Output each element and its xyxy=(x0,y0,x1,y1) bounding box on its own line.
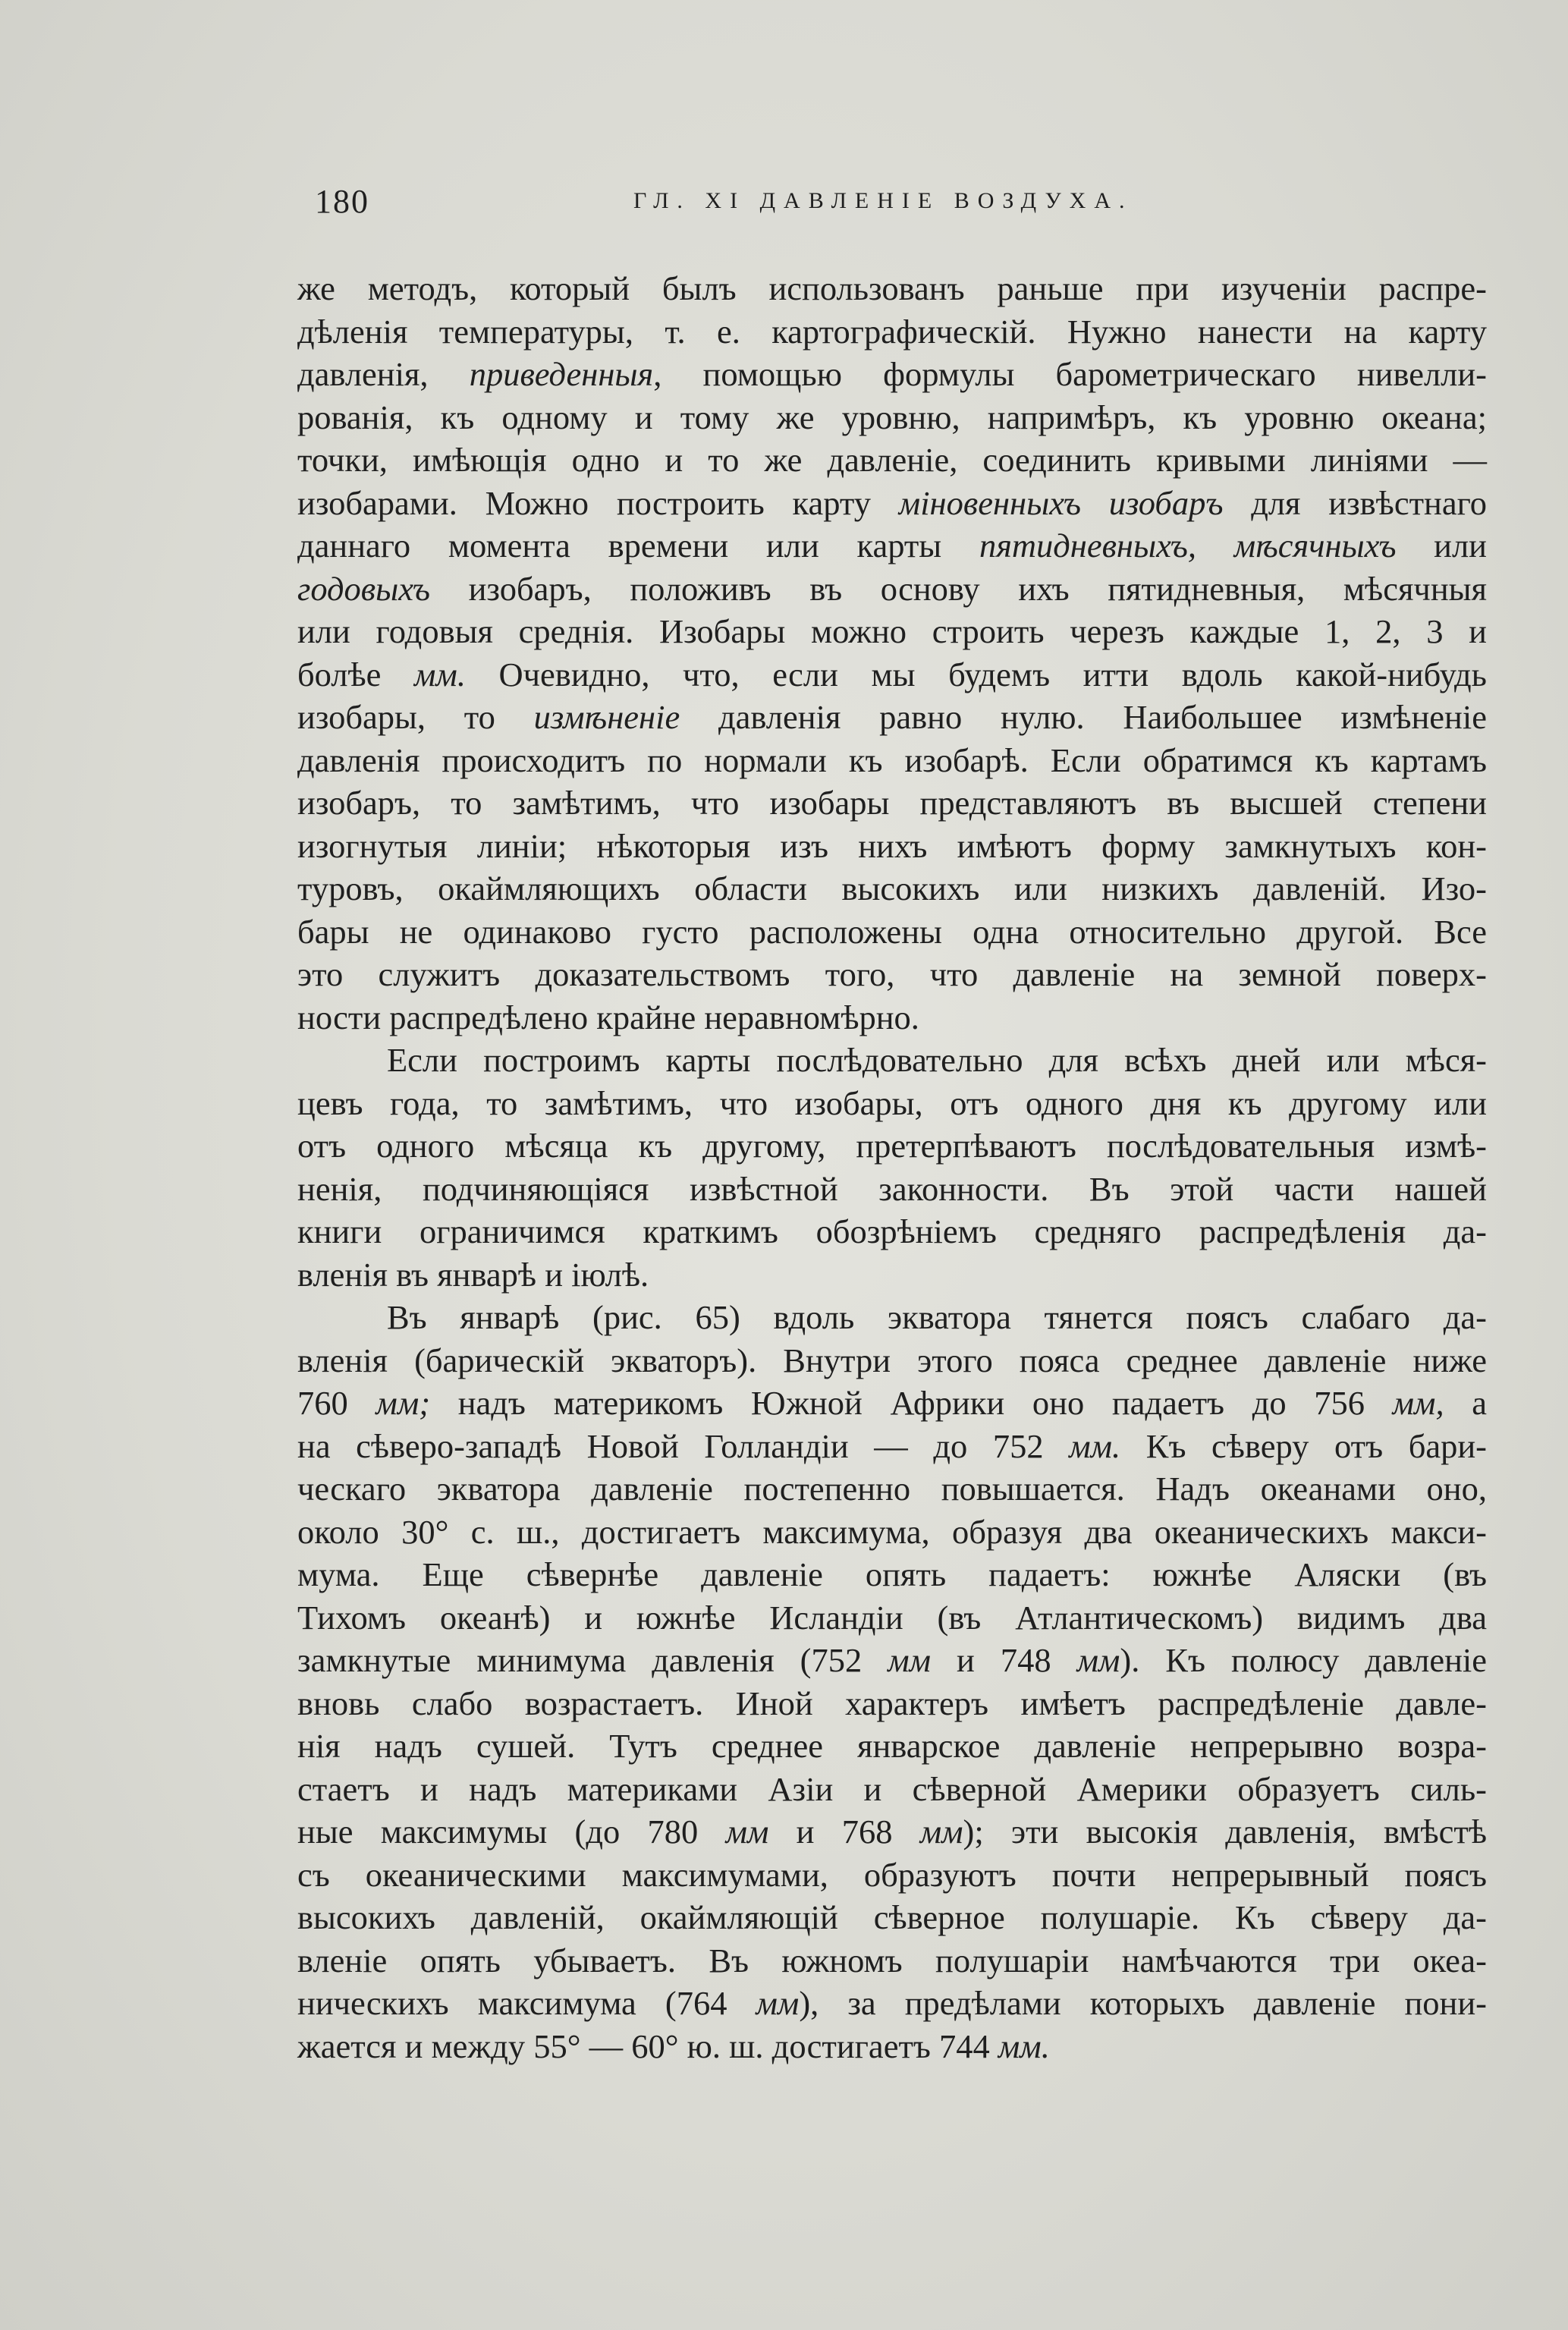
text-span: стаетъ и надъ материками Азіи и сѣверной Америки образуетъ силь- xyxy=(297,1769,1487,1808)
text-span: Очевидно, что, если мы будемъ итти вдоль какой-нибудь xyxy=(465,655,1487,693)
text-span: изогнутыя линіи; нѣкоторыя изъ нихъ имѣютъ форму замкнутыхъ кон- xyxy=(297,826,1487,865)
text-line xyxy=(297,1982,1487,2025)
text-span: , помощью формулы барометрическаго нивелли- xyxy=(653,355,1487,393)
text-span: съ океаническими максимумами, образуютъ почти непрерывный поясъ xyxy=(297,1855,1487,1894)
text-span: книги ограничимся краткимъ обозрѣніемъ средняго распредѣленія да- xyxy=(297,1212,1487,1250)
text-span: точки, имѣющія одно и то же давленіе, соединить кривыми линіями — xyxy=(297,441,1487,479)
text-line xyxy=(297,1425,1487,1468)
text-line xyxy=(297,1682,1487,1725)
text-line xyxy=(297,696,1487,739)
italic-term: мм. xyxy=(414,655,466,693)
text-line xyxy=(297,1896,1487,1939)
italic-term: мiновенныхъ изобаръ xyxy=(898,483,1224,522)
text-line xyxy=(297,1725,1487,1768)
text-line xyxy=(297,910,1487,954)
text-line xyxy=(297,310,1487,354)
text-span: для извѣстнаго xyxy=(1223,483,1487,522)
text-span: ности распредѣлено крайне неравномѣрно. xyxy=(297,998,919,1036)
text-line xyxy=(297,1939,1487,1983)
text-line xyxy=(297,1467,1487,1511)
text-span: надъ материкомъ Южной Африки оно падаетъ до 756 xyxy=(430,1384,1393,1422)
text-span: и 748 xyxy=(931,1641,1077,1679)
text-line xyxy=(297,1082,1487,1125)
text-span: дѣленія температуры, т. е. картографическій. Нужно нанести на карту xyxy=(297,312,1487,351)
text-span: рованія, къ одному и тому же уровню, напримѣръ, къ уровню океана; xyxy=(297,398,1487,436)
text-span: вленіе опять убываетъ. Въ южномъ полушаріи намѣчаются три океа- xyxy=(297,1941,1487,1979)
italic-term: мм. xyxy=(998,2027,1050,2065)
text-line xyxy=(297,1296,1487,1339)
italic-term: мм xyxy=(888,1641,932,1679)
text-span: на сѣверо-западѣ Новой Голландіи — до 752 xyxy=(297,1426,1070,1465)
text-span: давленія равно нулю. Наибольшее измѣненіе xyxy=(680,698,1487,736)
text-span: ческаго экватора давленіе постепенно повышается. Надъ океанами оно, xyxy=(297,1470,1487,1508)
text-span: мума. Еще сѣвернѣе давленіе опять падаетъ: южнѣе Аляски (въ xyxy=(297,1555,1487,1593)
text-span: Если построимъ карты послѣдовательно для всѣхъ дней или мѣся- xyxy=(387,1041,1487,1079)
text-span: это служитъ доказательствомъ того, что давленіе на земной поверх- xyxy=(297,955,1487,993)
text-line xyxy=(297,1768,1487,1811)
text-span: отъ одного мѣсяца къ другому, претерпѣваютъ послѣдовательныя измѣ- xyxy=(297,1127,1487,1165)
text-span: жается и между 55° — 60° ю. ш. достигаетъ 744 xyxy=(297,2027,998,2065)
text-span: или годовыя среднія. Изобары можно строить черезъ каждые 1, 2, 3 и xyxy=(297,612,1487,650)
running-head xyxy=(315,182,1487,228)
text-span: ); эти высокія давленія, вмѣстѣ xyxy=(963,1813,1487,1850)
text-span: нія надъ сушей. Тутъ среднее январское давленіе непрерывно возра- xyxy=(297,1727,1487,1765)
text-span: же методъ, который былъ использованъ раньше при изученіи распре- xyxy=(297,269,1487,307)
text-span: вновь слабо возрастаетъ. Иной характеръ имѣетъ распредѣленіе давле- xyxy=(297,1684,1487,1722)
text-line xyxy=(297,568,1487,611)
text-span: Къ сѣверу отъ бари- xyxy=(1120,1426,1487,1465)
text-line xyxy=(297,1039,1487,1082)
italic-term: мм; xyxy=(376,1384,431,1422)
text-line xyxy=(297,996,1487,1039)
text-line xyxy=(297,1810,1487,1854)
text-line xyxy=(297,1253,1487,1297)
text-line xyxy=(297,1168,1487,1211)
text-span: вленія въ январѣ и іюлѣ. xyxy=(297,1255,649,1294)
italic-term: мм xyxy=(919,1813,963,1850)
text-span: а xyxy=(1444,1384,1488,1422)
italic-term: мм. xyxy=(1069,1426,1121,1465)
text-line xyxy=(297,867,1487,910)
body-text xyxy=(297,267,1487,2067)
text-line xyxy=(297,1124,1487,1168)
text-span: изобарами. Можно построить карту xyxy=(297,483,899,522)
text-line xyxy=(297,1339,1487,1382)
text-line xyxy=(297,781,1487,825)
text-span: ). Къ полюсу давленіе xyxy=(1120,1641,1488,1679)
text-line xyxy=(297,482,1487,525)
text-span: ные максимумы (до 780 xyxy=(297,1813,726,1850)
text-line xyxy=(297,1639,1487,1682)
text-span: 760 xyxy=(297,1384,376,1422)
text-span: бары не одинаково густо расположены одна относительно другой. Все xyxy=(297,912,1487,951)
text-line xyxy=(297,1553,1487,1596)
italic-term: приведенныя xyxy=(469,355,654,393)
text-line xyxy=(297,2025,1487,2068)
italic-term: годовыхъ xyxy=(297,569,430,608)
text-span: около 30° с. ш., достигаетъ максимума, образуя два океаническихъ макси- xyxy=(297,1512,1487,1551)
italic-term: мм, xyxy=(1392,1384,1444,1422)
text-line xyxy=(297,953,1487,996)
text-line xyxy=(297,396,1487,439)
text-span: изобаръ, то замѣтимъ, что изобары представляютъ въ высшей степени xyxy=(297,784,1487,822)
text-span: и 768 xyxy=(768,1813,920,1850)
text-span: или xyxy=(1396,527,1487,564)
text-span: изобаръ, положивъ въ основу ихъ пятидневныя, мѣсячныя xyxy=(429,569,1487,608)
text-line xyxy=(297,267,1487,310)
text-span: ), за предѣлами которыхъ давленіе пони- xyxy=(799,1984,1487,2022)
text-line xyxy=(297,825,1487,868)
text-span: давленія происходитъ по нормали къ изобарѣ. Если обратимся къ картамъ xyxy=(297,741,1487,779)
text-span: ненія, подчиняющіяся извѣстной законности. Въ этой части нашей xyxy=(297,1169,1487,1208)
text-line xyxy=(297,1382,1487,1425)
italic-term: пятидневныхъ, мѣсячныхъ xyxy=(979,527,1397,564)
text-line xyxy=(297,353,1487,396)
text-line xyxy=(297,653,1487,696)
italic-term: мм xyxy=(756,1984,800,2022)
text-span: цевъ года, то замѣтимъ, что изобары, отъ одного дня къ другому или xyxy=(297,1083,1487,1122)
text-span: изобары, то xyxy=(297,698,534,736)
italic-term: измѣненіе xyxy=(533,698,680,736)
text-span: давленія, xyxy=(297,355,470,393)
text-line xyxy=(297,610,1487,653)
text-line xyxy=(297,524,1487,568)
text-line xyxy=(297,1511,1487,1554)
text-span: Тихомъ океанѣ) и южнѣе Исландіи (въ Атлантическомъ) видимъ два xyxy=(297,1598,1487,1637)
text-span: туровъ, окаймляющихъ области высокихъ или низкихъ давленій. Изо- xyxy=(297,869,1487,907)
text-line xyxy=(297,439,1487,482)
italic-term: мм xyxy=(725,1813,769,1850)
text-line xyxy=(297,1210,1487,1253)
italic-term: мм xyxy=(1076,1641,1120,1679)
text-span: ническихъ максимума (764 xyxy=(297,1984,756,2022)
text-span: замкнутые минимума давленія (752 xyxy=(297,1641,888,1679)
text-span: даннаго момента времени или карты xyxy=(297,527,979,564)
text-span: болѣе xyxy=(297,655,415,693)
chapter-title: ГЛ. XI ДАВЛЕНІЕ ВОЗДУХА. xyxy=(633,188,1133,213)
text-line xyxy=(297,1596,1487,1640)
text-line xyxy=(297,1854,1487,1897)
text-span: вленія (барическій экваторъ). Внутри этого пояса среднее давленіе ниже xyxy=(297,1341,1487,1379)
text-span: Въ январѣ (рис. 65) вдоль экватора тянется поясъ слабаго да- xyxy=(387,1298,1487,1336)
text-span: высокихъ давленій, окаймляющій сѣверное полушаріе. Къ сѣверу да- xyxy=(297,1898,1487,1936)
page-number: 180 xyxy=(315,183,369,220)
text-line xyxy=(297,739,1487,782)
